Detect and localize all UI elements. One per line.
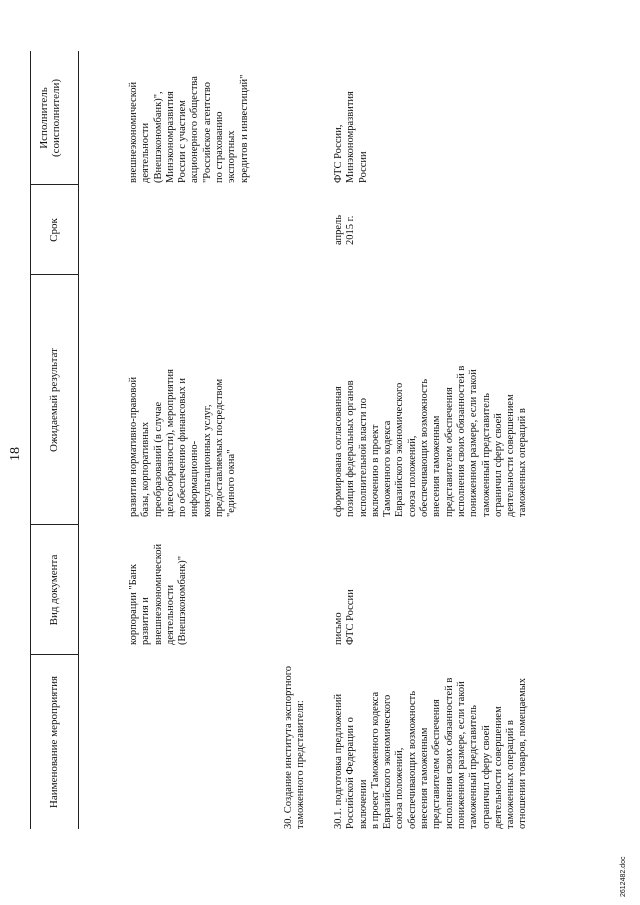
row2-doc-type: письмо ФТС России (333, 589, 357, 645)
row2-term: апрель 2015 г. (333, 214, 357, 245)
row1-result: развития нормативно-правовой базы, корпоративных преобразований (в случае целесообразности), мероприятия по обеспечению финансовых и информационно- консультационных услуг, предоставляемых посредством "единого окна" (128, 369, 238, 517)
header-name: Наименование мероприятия (48, 675, 60, 809)
row2-result: сформирована согласованная позиция федеральных органов исполнительной власти по включению в проект Таможенного кодекса Евразийского экономического союза положений, обеспечивающих возможность внесения таможенным представителем обеспечения исполнения своих обязанностей в пониженном размере, если такой таможенный представитель ограничил сферу своей деятельности совершением таможенных операций в (333, 365, 529, 517)
page-number: 18 (8, 447, 23, 461)
header-bottom-rule (78, 51, 79, 829)
row1-executor: внешнеэкономической деятельности (Внешэкономбанк)", Минэкономразвития России с участием акционерного общества "Российское агентство по страхованию экспортных кредитов и инвестиций" (128, 74, 250, 183)
header-top-rule (30, 51, 31, 829)
section-30-heading: 30. Создание института экспортного таможенного представителя: (283, 665, 307, 829)
row2-name: 30.1. подготовка предложений Российской Федерации о включении в проект Таможенного кодекса Евразийского экономического союза положений, обеспечивающих возможность внесения таможенным представителем обеспечения исполнения своих обязанностей в пониженном размере, если такой таможенный представитель ограничил сферу своей деятельности совершением таможенных операций в отношении товаров, помещаемых (333, 677, 529, 829)
header-executor: Исполнитель (соисполнители) (38, 78, 62, 158)
footer-doc-name: 2612482.doc (620, 856, 627, 897)
header-doc-type: Вид документа (48, 554, 60, 626)
header-result: Ожидаемый результат (48, 348, 60, 452)
row2-executor: ФТС России, Минэкономразвития России (333, 91, 369, 183)
header-term: Срок (48, 218, 60, 242)
row1-doc-type: корпорации "Банк развития и внешнеэкономической деятельности (Внешэкономбанк)" (128, 543, 189, 645)
